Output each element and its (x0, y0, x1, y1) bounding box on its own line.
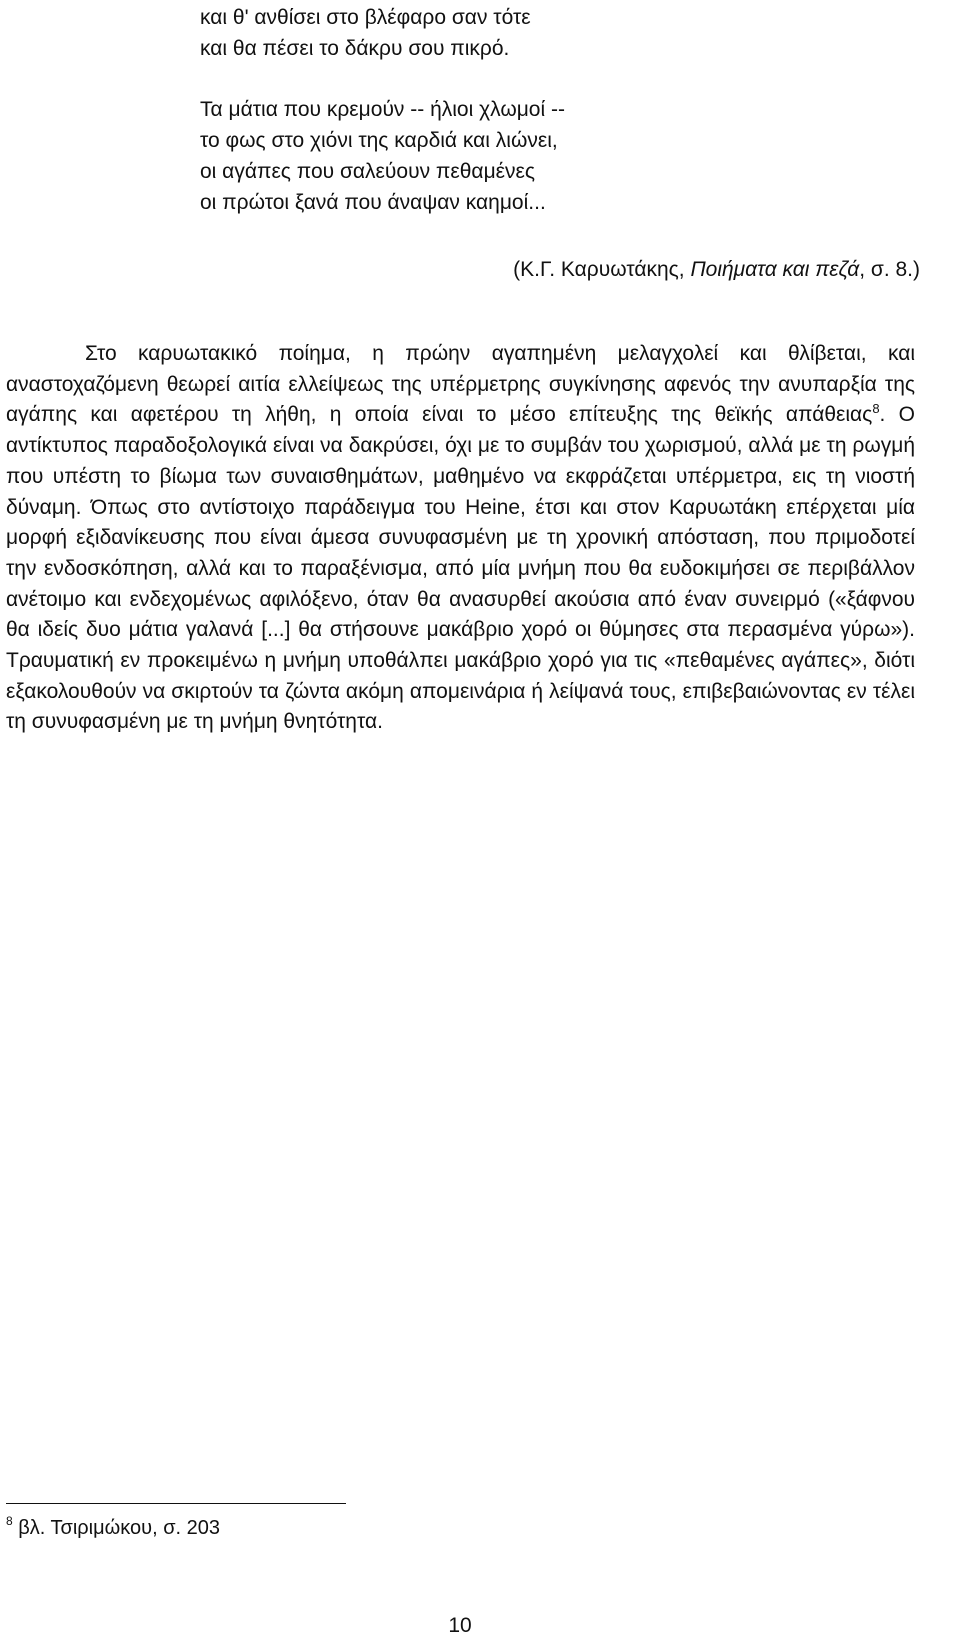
poem-line: Τα μάτια που κρεμούν -- ήλιοι χλωμοί -- (200, 98, 565, 121)
citation-suffix: , σ. 8.) (859, 258, 920, 281)
poem-line: οι πρώτοι ξανά που άναψαν καημοί... (200, 191, 546, 214)
footnote-separator (6, 1503, 346, 1504)
footnote-reference[interactable]: 8 (872, 401, 880, 417)
citation-book-title: Ποιήματα και πεζά (690, 258, 860, 281)
footnote (6, 1515, 220, 1541)
page-number: 10 (448, 1614, 472, 1637)
footnote-text: βλ. Τσιριμώκου, σ. 203 (12, 1517, 221, 1539)
paragraph-text-end: . Ο αντίκτυπος παραδοξολογικά είναι να δακρύσει, όχι με το συμβάν του χωρισμού, αλλά με τη ρωγμή που υπέστη το βίωμα των συναισθημάτων, μαθημένο να εκφράζεται υπέρμετρα, εις τη νιοστή δύναμη. Όπως στο αντίστοιχο παράδειγμα του Heine, έτσι και στον Καρυωτάκη επέρχεται μία μορφή εξιδανίκευσης που είναι άμεσα συνυφασμένη με τη χρονική απόσταση, που πριμοδοτεί την ενδοσκόπηση, αλλά και το παραξένισμα, από μία μνήμη που θα ευδοκιμήσει σε περιβάλλον ανέτοιμο και ενδεχομένως αφιλόξενο, όταν θα ανασυρθεί ακούσια από έναν συνειρμό («ξάφνου θα ιδείς δυο μάτια γαλανά [...] θα στήσουνε μακάβριο χορό οι θύμησες στα περασμένα γύρω»). Τραυματική εν προκειμένω η μνήμη υποθάλπει μακάβριο χορό για τις «πεθαμένες αγάπες», διότι εξακολουθούν να σκιρτούν τα ζώντα ακόμη απομεινάρια ή λείψανά τους, επιβεβαιώνοντας εν τέλει τη συνυφασμένη με τη μνήμη θνητότητα. (6, 403, 916, 734)
poem-line: και θ' ανθίσει στο βλέφαρο σαν τότε (200, 6, 531, 29)
poem-line: οι αγάπες που σαλεύουν πεθαμένες (200, 160, 536, 183)
poem-excerpt (200, 2, 565, 248)
citation-prefix: (Κ.Γ. Καρυωτάκης, (513, 258, 691, 281)
poem-stanza-2 (200, 94, 565, 218)
poem-line: και θα πέσει το δάκρυ σου πικρό. (200, 37, 510, 60)
poem-line: το φως στο χιόνι της καρδιά και λιώνει, (200, 129, 558, 152)
body-paragraph (6, 339, 915, 738)
footnote-number: 8 (6, 1514, 13, 1528)
poem-citation (513, 254, 920, 285)
paragraph-text-start: Στο καρυωτακικό ποίημα, η πρώην αγαπημένη μελαγχολεί και θλίβεται, και αναστοχαζόμενη θεωρεί αιτία ελλείψεως της υπέρμετρης συγκίνησης αφενός την ανυπαρξία της αγάπης και αφετέρου τη λήθη, η οποία είναι το μέσο επίτευξης της θεϊκής απάθειας (6, 342, 915, 427)
poem-stanza-1 (200, 2, 565, 64)
